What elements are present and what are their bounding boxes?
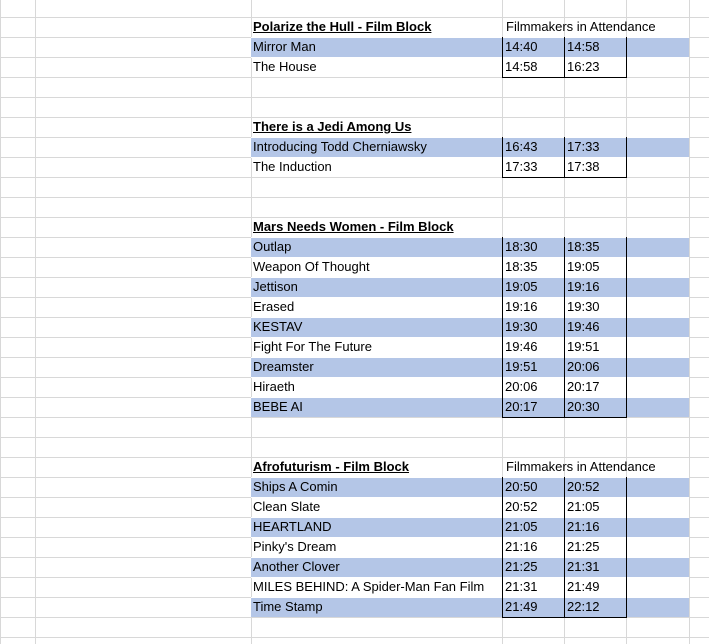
time-cell-border xyxy=(626,257,627,277)
time-cell-border xyxy=(626,137,627,157)
end-time: 14:58 xyxy=(567,39,600,54)
end-time: 19:16 xyxy=(567,279,600,294)
start-time: 20:50 xyxy=(505,479,538,494)
end-time: 19:51 xyxy=(567,339,600,354)
attendance-note: Filmmakers in Attendance xyxy=(506,19,656,34)
time-cell-border xyxy=(502,537,503,557)
film-title: HEARTLAND xyxy=(253,519,332,534)
start-time: 14:58 xyxy=(505,59,538,74)
time-cell-border xyxy=(564,237,565,257)
time-cell-border xyxy=(502,357,503,377)
time-cell-border xyxy=(502,477,503,497)
time-cell-border xyxy=(502,317,503,337)
time-cell-border xyxy=(626,377,627,397)
end-time: 20:06 xyxy=(567,359,600,374)
start-time: 18:30 xyxy=(505,239,538,254)
film-title: Pinky's Dream xyxy=(253,539,337,554)
time-cell-border-bottom xyxy=(502,617,627,618)
start-time: 21:25 xyxy=(505,559,538,574)
time-cell-border xyxy=(564,517,565,537)
time-cell-border xyxy=(564,357,565,377)
time-cell-border xyxy=(626,537,627,557)
time-cell-border xyxy=(626,517,627,537)
time-cell-border xyxy=(564,377,565,397)
end-time: 20:17 xyxy=(567,379,600,394)
time-cell-border xyxy=(564,157,565,177)
start-time: 17:33 xyxy=(505,159,538,174)
start-time: 21:05 xyxy=(505,519,538,534)
time-cell-border-bottom xyxy=(502,177,627,178)
end-time: 19:46 xyxy=(567,319,600,334)
time-cell-border xyxy=(626,337,627,357)
time-cell-border xyxy=(564,57,565,77)
film-title: Ships A Comin xyxy=(253,479,338,494)
end-time: 17:33 xyxy=(567,139,600,154)
time-cell-border xyxy=(564,477,565,497)
time-cell-border xyxy=(564,557,565,577)
time-cell-border xyxy=(626,477,627,497)
start-time: 20:52 xyxy=(505,499,538,514)
time-cell-border-bottom xyxy=(502,417,627,418)
end-time: 21:05 xyxy=(567,499,600,514)
time-cell-border xyxy=(564,137,565,157)
time-cell-border xyxy=(502,157,503,177)
time-cell-border-bottom xyxy=(502,77,627,78)
time-cell-border xyxy=(626,497,627,517)
time-cell-border xyxy=(564,397,565,417)
time-cell-border xyxy=(502,397,503,417)
time-cell-border xyxy=(564,317,565,337)
time-cell-border xyxy=(564,597,565,617)
film-title: The House xyxy=(253,59,317,74)
time-cell-border xyxy=(626,297,627,317)
start-time: 21:49 xyxy=(505,599,538,614)
time-cell-border xyxy=(626,157,627,177)
end-time: 17:38 xyxy=(567,159,600,174)
film-title: Time Stamp xyxy=(253,599,323,614)
block-title: Mars Needs Women - Film Block xyxy=(253,219,454,234)
time-cell-border xyxy=(502,577,503,597)
end-time: 20:52 xyxy=(567,479,600,494)
film-title: Jettison xyxy=(253,279,298,294)
attendance-note: Filmmakers in Attendance xyxy=(506,459,656,474)
time-cell-border xyxy=(502,277,503,297)
start-time: 19:46 xyxy=(505,339,538,354)
film-title: Weapon Of Thought xyxy=(253,259,370,274)
time-cell-border xyxy=(502,297,503,317)
time-cell-border xyxy=(502,337,503,357)
time-cell-border xyxy=(502,257,503,277)
end-time: 22:12 xyxy=(567,599,600,614)
end-time: 21:31 xyxy=(567,559,600,574)
time-cell-border xyxy=(564,537,565,557)
film-title: KESTAV xyxy=(253,319,303,334)
film-title: Clean Slate xyxy=(253,499,321,514)
end-time: 18:35 xyxy=(567,239,600,254)
time-cell-border xyxy=(564,257,565,277)
end-time: 21:49 xyxy=(567,579,600,594)
film-title: The Induction xyxy=(253,159,332,174)
time-cell-border xyxy=(564,577,565,597)
time-cell-border xyxy=(502,377,503,397)
time-cell-border xyxy=(502,237,503,257)
film-title: Hiraeth xyxy=(253,379,295,394)
start-time: 19:51 xyxy=(505,359,538,374)
start-time: 21:16 xyxy=(505,539,538,554)
film-title: Erased xyxy=(253,299,295,314)
time-cell-border xyxy=(502,137,503,157)
end-time: 19:30 xyxy=(567,299,600,314)
time-cell-border xyxy=(564,497,565,517)
block-title: Polarize the Hull - Film Block xyxy=(253,19,432,34)
time-cell-border xyxy=(626,37,627,57)
film-title: Introducing Todd Cherniawsky xyxy=(253,139,427,154)
time-cell-border xyxy=(564,277,565,297)
start-time: 18:35 xyxy=(505,259,538,274)
time-cell-border xyxy=(564,37,565,57)
start-time: 20:06 xyxy=(505,379,538,394)
block-title: There is a Jedi Among Us xyxy=(253,119,412,134)
time-cell-border xyxy=(626,597,627,617)
start-time: 19:30 xyxy=(505,319,538,334)
time-cell-border xyxy=(626,57,627,77)
time-cell-border xyxy=(626,277,627,297)
time-cell-border xyxy=(564,297,565,317)
time-cell-border xyxy=(626,397,627,417)
time-cell-border xyxy=(502,497,503,517)
time-cell-border xyxy=(626,557,627,577)
start-time: 16:43 xyxy=(505,139,538,154)
film-title: Outlap xyxy=(253,239,292,254)
time-cell-border xyxy=(502,37,503,57)
time-cell-border xyxy=(626,357,627,377)
end-time: 21:25 xyxy=(567,539,600,554)
end-time: 16:23 xyxy=(567,59,600,74)
film-title: BEBE AI xyxy=(253,399,303,414)
film-title: Fight For The Future xyxy=(253,339,372,354)
time-cell-border xyxy=(626,237,627,257)
start-time: 14:40 xyxy=(505,39,538,54)
film-title: Mirror Man xyxy=(253,39,316,54)
start-time: 21:31 xyxy=(505,579,538,594)
start-time: 19:05 xyxy=(505,279,538,294)
time-cell-border xyxy=(626,317,627,337)
start-time: 19:16 xyxy=(505,299,538,314)
end-time: 19:05 xyxy=(567,259,600,274)
time-cell-border xyxy=(626,577,627,597)
start-time: 20:17 xyxy=(505,399,538,414)
end-time: 20:30 xyxy=(567,399,600,414)
film-title: Dreamster xyxy=(253,359,314,374)
block-title: Afrofuturism - Film Block xyxy=(253,459,410,474)
time-cell-border xyxy=(502,517,503,537)
end-time: 21:16 xyxy=(567,519,600,534)
time-cell-border xyxy=(502,597,503,617)
film-title: MILES BEHIND: A Spider-Man Fan Film xyxy=(253,579,485,594)
time-cell-border xyxy=(502,57,503,77)
time-cell-border xyxy=(564,337,565,357)
film-title: Another Clover xyxy=(253,559,340,574)
time-cell-border xyxy=(502,557,503,577)
